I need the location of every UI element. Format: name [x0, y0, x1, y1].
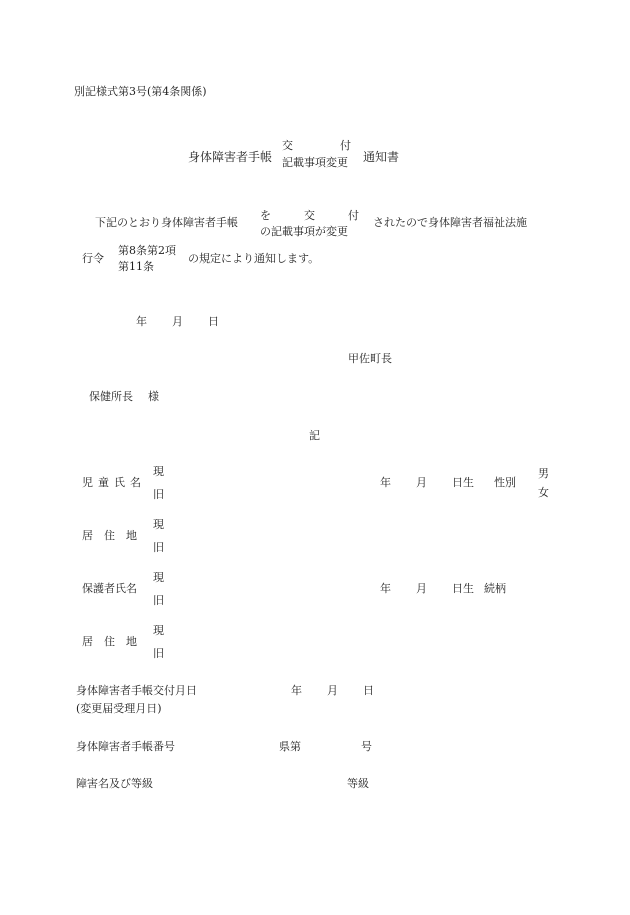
- child-current: 現: [153, 465, 164, 478]
- title-option-issue-1: 交: [282, 139, 293, 152]
- guardian-birth: 日生: [452, 582, 474, 595]
- recipient-name: 保健所長: [89, 390, 133, 403]
- body-pre: 下記のとおり身体障害者手帳: [95, 216, 238, 229]
- disability-grade: 等級: [347, 777, 369, 790]
- child-residence-old: 旧: [153, 541, 164, 554]
- notebook-change-date-label: (変更届受理月日): [76, 702, 162, 715]
- disability-label: 障害名及び等級: [76, 777, 153, 790]
- title-option-issue-2: 付: [340, 139, 351, 152]
- date-day: 日: [208, 315, 219, 328]
- title-option-change: 記載事項変更: [282, 156, 348, 169]
- body-line2-post: の規定により通知します。: [188, 252, 320, 265]
- notebook-go: 号: [361, 740, 372, 753]
- guardian-year: 年: [380, 582, 391, 595]
- ki-heading: 記: [309, 429, 320, 442]
- body-option-o: を: [260, 209, 271, 222]
- body-option-issue-2: 付: [348, 209, 359, 222]
- recipient-honorific: 様: [148, 390, 159, 403]
- body-clause-a: 第8条第2項: [118, 244, 176, 257]
- notebook-issue-month: 月: [327, 684, 338, 697]
- guardian-name-label: 保護者氏名: [82, 582, 137, 595]
- date-month: 月: [172, 315, 183, 328]
- child-residence-label: 居 住 地: [82, 529, 137, 542]
- notebook-issue-date-label: 身体障害者手帳交付月日: [76, 684, 197, 697]
- child-sex-female: 女: [538, 486, 549, 499]
- child-birth: 日生: [452, 476, 474, 489]
- guardian-residence-label: 居 住 地: [82, 635, 137, 648]
- guardian-residence-current: 現: [153, 624, 164, 637]
- body-option-issue-1: 交: [304, 209, 315, 222]
- child-year: 年: [380, 476, 391, 489]
- guardian-current: 現: [153, 571, 164, 584]
- notebook-issue-day: 日: [363, 684, 374, 697]
- date-year: 年: [136, 315, 147, 328]
- child-name-label: 児童氏名: [82, 476, 146, 489]
- child-old: 旧: [153, 488, 164, 501]
- guardian-relation: 続柄: [484, 582, 506, 595]
- form-number: 別記様式第3号(第4条関係): [74, 85, 207, 98]
- child-sex-male: 男: [538, 467, 549, 480]
- issuer: 甲佐町長: [348, 352, 392, 365]
- title-main: 身体障害者手帳: [188, 150, 273, 164]
- body-post: されたので身体障害者福祉法施: [373, 216, 527, 229]
- notebook-pref-no: 県第: [279, 740, 301, 753]
- title-suffix: 通知書: [363, 150, 400, 164]
- child-residence-current: 現: [153, 518, 164, 531]
- guardian-old: 旧: [153, 594, 164, 607]
- guardian-residence-old: 旧: [153, 647, 164, 660]
- notebook-issue-year: 年: [291, 684, 302, 697]
- guardian-month: 月: [416, 582, 427, 595]
- body-line2-pre: 行令: [82, 252, 104, 265]
- notebook-number-label: 身体障害者手帳番号: [76, 740, 175, 753]
- child-month: 月: [416, 476, 427, 489]
- child-sex-label: 性別: [494, 476, 516, 489]
- body-option-change: の記載事項が変更: [260, 225, 348, 238]
- body-clause-b: 第11条: [118, 260, 154, 273]
